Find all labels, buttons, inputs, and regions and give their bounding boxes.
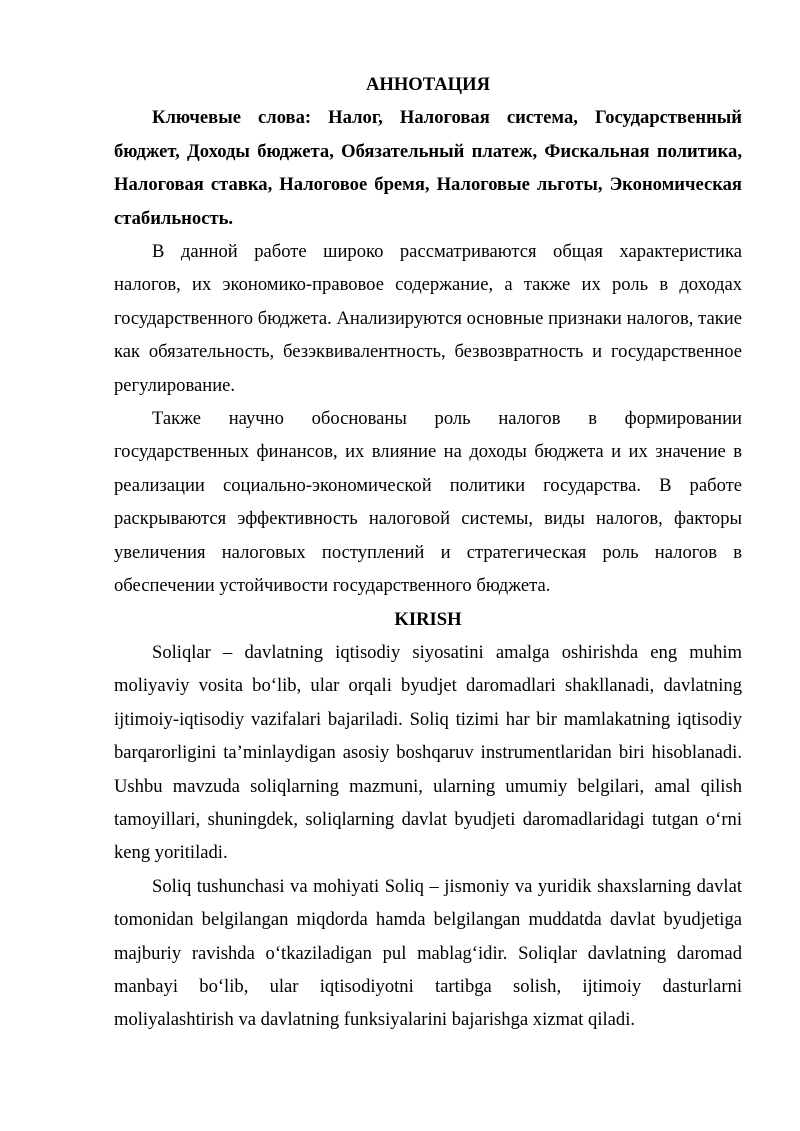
intro-title: KIRISH — [394, 608, 462, 630]
annotation-paragraph-2: Также научно обоснованы роль налогов в формировании государственных финансов, их влияние на доходы бюджета и их значение в реализации социально-экономической политики государства. В работе раскрываются эффективность налоговой системы, виды налогов, факторы увеличения налоговых поступлений и стратегическая роль налогов в обеспечении устойчивости государственного бюджета. — [114, 408, 742, 597]
keywords-paragraph: Ключевые слова: Налог, Налоговая система, Государственный бюджет, Доходы бюджета, Обязательный платеж, Фискальная политика, Налоговая ставка, Налоговое бремя, Налоговые льготы, Экономическая стабильность. — [114, 107, 742, 229]
annotation-paragraph-1: В данной работе широко рассматриваются общая характеристика налогов, их экономико-правовое содержание, а также их роль в доходах государственного бюджета. Анализируются основные признаки налогов, такие как обязательность, безэквивалентность, безвозвратность и государственное регулирование. — [114, 241, 742, 396]
document-body — [114, 68, 742, 1037]
annotation-title: АННОТАЦИЯ — [365, 74, 491, 95]
intro-paragraph-1: Soliqlar – davlatning iqtisodiy siyosatini amalga oshirishda eng muhim moliyaviy vosita bo‘lib, ular orqali byudjet daromadlari shakllanadi, davlatning ijtimoiy-iqtisodiy vazifalari bajariladi. Soliq tizimi har bir mamlakatning iqtisodiy barqarorligini ta’minlaydigan asosiy boshqaruv instrumentlaridan biri hisoblanadi. Ushbu mavzuda soliqlarning mazmuni, ularning umumiy belgilari, amal qilish tamoyillari, shuningdek, soliqlarning davlat byudjeti daromadlaridagi tutgan o‘rni keng yoritiladi. — [114, 641, 742, 864]
intro-paragraph-2: Soliq tushunchasi va mohiyati Soliq – jismoniy va yuridik shaxslarning davlat tomonidan belgilangan miqdorda hamda belgilangan muddatda davlat byudjetiga majburiy ravishda o‘tkaziladigan pul mablag‘idir. Soliqlar davlatning daromad manbayi bo‘lib, ular iqtisodiyotni tartibga solish, ijtimoiy dasturlarni moliyalashtirish va davlatning funksiyalarini bajarishga xizmat qiladi. — [114, 875, 742, 1031]
